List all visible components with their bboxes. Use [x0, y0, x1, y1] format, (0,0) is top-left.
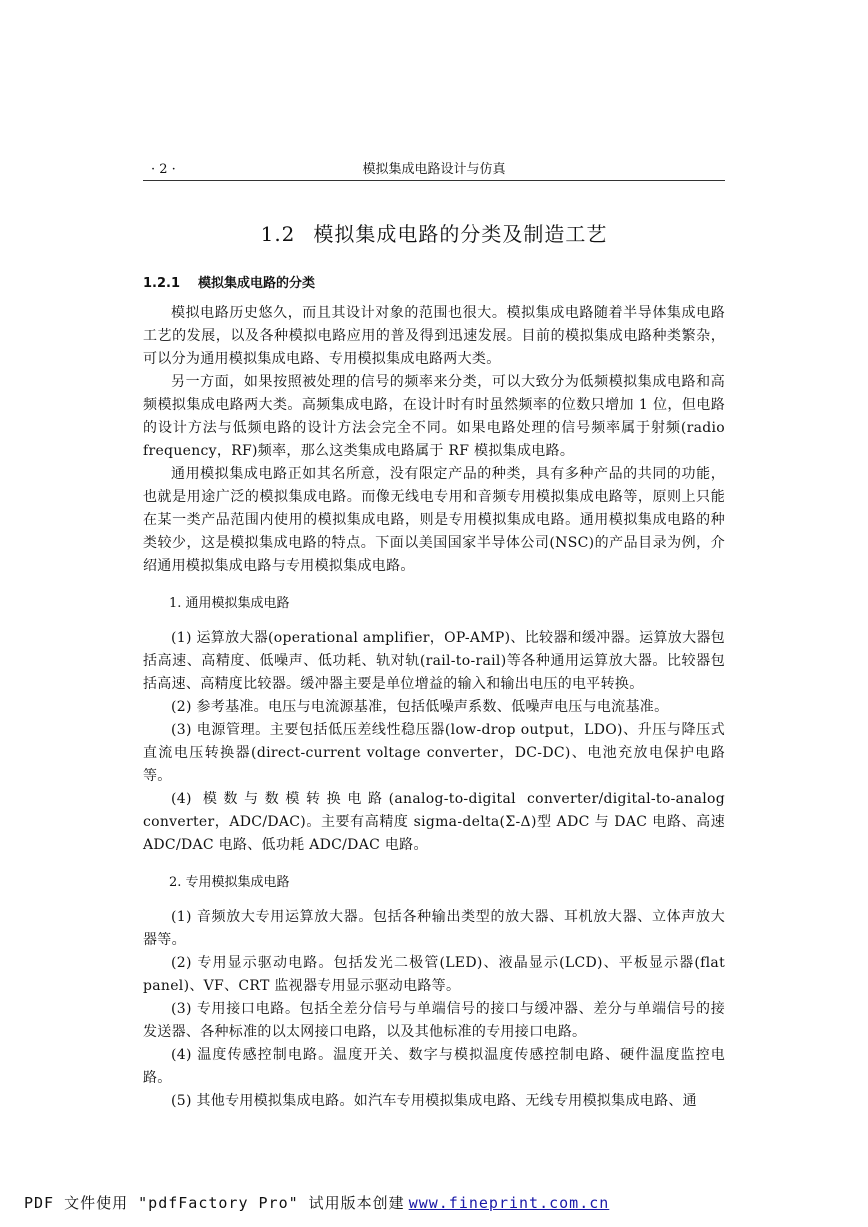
special-ic-heading: 2. 专用模拟集成电路 — [169, 875, 290, 890]
section-number: 1.2 — [260, 222, 296, 246]
fineprint-link[interactable]: www.fineprint.com.cn — [408, 1194, 610, 1212]
list-item: (3) 专用接口电路。包括全差分信号与单端信号的接口与缓冲器、差分与单端信号的接发送器、各种标准的以太网接口电路，以及其他标准的专用接口电路。 — [143, 1001, 725, 1040]
list-item: (3) 电源管理。主要包括低压差线性稳压器(low-drop output，LDO)、升压与降压式直流电压转换器(direct-current voltage converter，DC-DC)、电池充放电保护电路等。 — [143, 722, 725, 784]
list-item: (4) 温度传感控制电路。温度开关、数字与模拟温度传感控制电路、硬件温度监控电路。 — [143, 1047, 725, 1086]
body-text — [143, 302, 725, 1113]
list-item: (2) 参考基准。电压与电流源基准，包括低噪声系数、低噪声电压与电流基准。 — [171, 699, 669, 715]
subsection-title — [143, 272, 315, 291]
book-title: 模拟集成电路设计与仿真 — [362, 162, 506, 177]
subsection-title-text: 模拟集成电路的分类 — [198, 276, 316, 291]
list-item: (4) 模数与数模转换电路(analog-to-digital converter/digital-to-analog converter，ADC/DAC)。主要有高精度 sigma-delta(Σ-Δ)型 ADC 与 DAC 电路、高速 ADC/DAC 电路、低功耗 ADC/DAC 电路。 — [143, 791, 725, 853]
list-item: (1) 音频放大专用运算放大器。包括各种输出类型的放大器、耳机放大器、立体声放大器等。 — [143, 909, 725, 948]
page-number: · 2 · — [151, 162, 176, 177]
section-title — [0, 218, 868, 247]
list-item: (2) 专用显示驱动电路。包括发光二极管(LED)、液晶显示(LCD)、平板显示器(flat panel)、VF、CRT 监视器专用显示驱动电路等。 — [143, 955, 725, 994]
subsection-number: 1.2.1 — [143, 276, 181, 291]
paragraph: 另一方面，如果按照被处理的信号的频率来分类，可以大致分为低频模拟集成电路和高频模拟集成电路两大类。高频集成电路，在设计时有时虽然频率的位数只增加 1 位，但电路的设计方法与低频电路的设计方法会完全不同。如果电路处理的信号频率属于射频(radio frequency，RF)频率，那么这类集成电路属于 RF 模拟集成电路。 — [143, 374, 725, 459]
list-item: (5) 其他专用模拟集成电路。如汽车专用模拟集成电路、无线专用模拟集成电路、通 — [171, 1093, 697, 1109]
general-ic-heading: 1. 通用模拟集成电路 — [169, 596, 290, 611]
section-title-text: 模拟集成电路的分类及制造工艺 — [313, 222, 608, 246]
list-item: (1) 运算放大器(operational amplifier，OP-AMP)、比较器和缓冲器。运算放大器包括高速、高精度、低噪声、低功耗、轨对轨(rail-to-rail)等各种通用运算放大器。比较器包括高速、高精度比较器。缓冲器主要是单位增益的输入和输出电压的电平转换。 — [143, 630, 725, 692]
paragraph: 模拟电路历史悠久，而且其设计对象的范围也很大。模拟集成电路随着半导体集成电路工艺的发展，以及各种模拟电路应用的普及得到迅速发展。目前的模拟集成电路种类繁杂，可以分为通用模拟集成电路、专用模拟集成电路两大类。 — [143, 305, 725, 367]
footer-text: PDF 文件使用 "pdfFactory Pro" 试用版本创建 — [24, 1194, 405, 1212]
paragraph: 通用模拟集成电路正如其名所意，没有限定产品的种类，具有多种产品的共同的功能，也就是用途广泛的模拟集成电路。而像无线电专用和音频专用模拟集成电路等，原则上只能在某一类产品范围内使用的模拟集成电路，则是专用模拟集成电路。通用模拟集成电路的种类较少，这是模拟集成电路的特点。下面以美国国家半导体公司(NSC)的产品目录为例，介绍通用模拟集成电路与专用模拟集成电路。 — [143, 466, 725, 574]
running-header — [143, 160, 725, 181]
pdf-watermark-footer — [24, 1192, 609, 1213]
